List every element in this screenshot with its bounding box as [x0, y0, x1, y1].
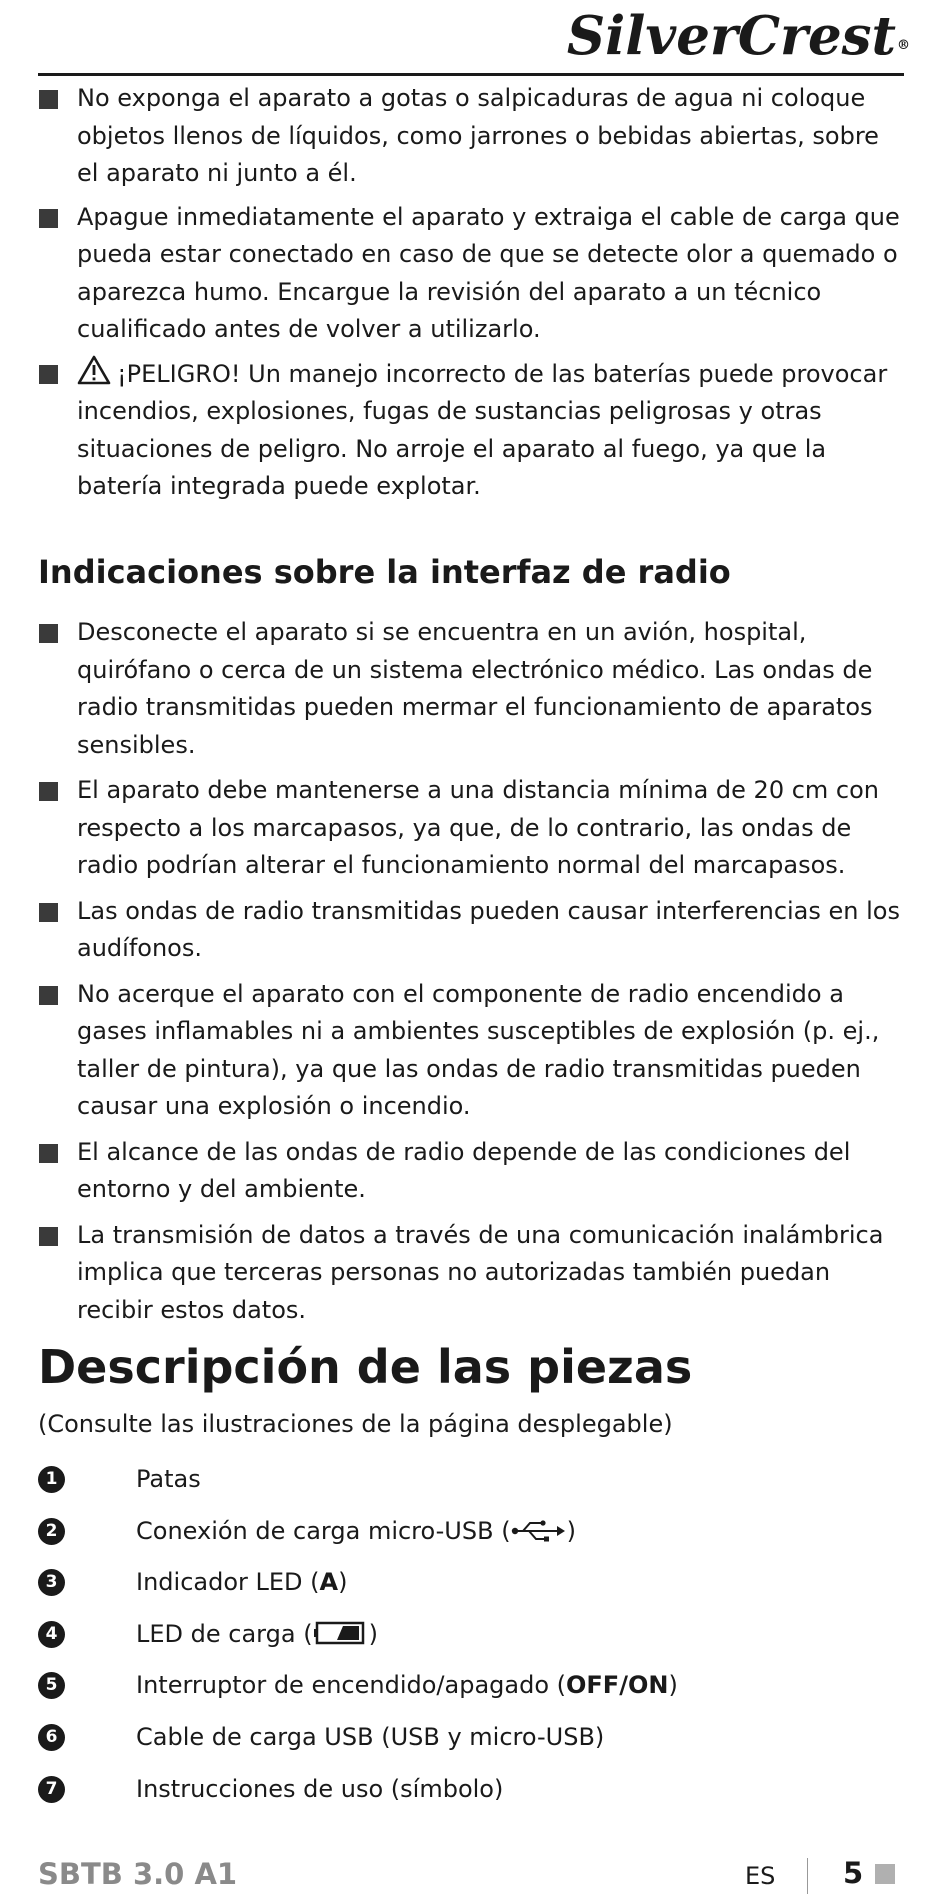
part-label: [136, 1513, 576, 1550]
bullet-square-icon: [39, 986, 58, 1005]
part-label: [136, 1771, 503, 1808]
battery-icon: [313, 1620, 369, 1646]
part-label: [136, 1667, 678, 1704]
list-item: [38, 355, 904, 506]
part-label-text: Indicador LED (: [136, 1568, 320, 1597]
part-label-text: Cable de carga USB (USB y micro-USB): [136, 1722, 605, 1751]
list-item: [38, 80, 904, 193]
brand-name: SilverCrest: [566, 5, 896, 67]
header-rule: [38, 73, 904, 76]
part-label-text: Conexión de carga micro-USB (: [136, 1516, 511, 1545]
bullet-square-icon: [39, 209, 58, 228]
list-item: [38, 893, 904, 968]
bullet-text: La transmisión de datos a través de una comunicación inalámbrica implica que terceras personas no autorizadas también puedan recibir estos datos.: [77, 1220, 884, 1324]
part-label-text: Interruptor de encendido/apagado (: [136, 1671, 566, 1700]
registered-mark: ®: [897, 38, 910, 53]
list-item: [38, 614, 904, 764]
radio-section-heading: Indicaciones sobre la interfaz de radio: [38, 553, 731, 591]
usb-icon: [511, 1519, 567, 1543]
part-label-suffix: ): [668, 1671, 678, 1700]
footer-language: ES: [745, 1862, 776, 1890]
part-label-text: LED de carga (: [136, 1619, 313, 1648]
part-number-badge: 5: [38, 1672, 65, 1699]
part-number-badge: 2: [38, 1518, 65, 1545]
radio-bullet-list: [38, 614, 904, 1329]
bullet-square-icon: [39, 365, 58, 384]
part-number-badge: 1: [38, 1466, 65, 1493]
bullet-square-icon: [39, 1144, 58, 1163]
bullet-text: El aparato debe mantenerse a una distancia mínima de 20 cm con respecto a los marcapasos, ya que, de lo contrario, las ondas de radio podrían alterar el funcionamiento normal del marcapasos.: [77, 776, 880, 879]
part-item: [38, 1616, 904, 1668]
part-item: [38, 1513, 904, 1565]
part-number-badge: 7: [38, 1776, 65, 1803]
bullet-text: ¡PELIGRO! Un manejo incorrecto de las baterías puede provocar incendios, explosiones, fugas de sustancias peligrosas y otras situaciones de peligro. No arroje el aparato al fuego, ya que la batería integrada puede explotar.: [77, 359, 888, 500]
list-item: [38, 199, 904, 349]
footer-divider: [807, 1858, 808, 1894]
bullet-text: El alcance de las ondas de radio depende de las condiciones del entorno y del ambiente.: [77, 1137, 851, 1203]
bullet-text: Las ondas de radio transmitidas pueden causar interferencias en los audífonos.: [77, 896, 900, 962]
part-label-code: A: [319, 1568, 339, 1597]
bullet-text: No exponga el aparato a gotas o salpicaduras de agua ni coloque objetos llenos de líquidos, como jarrones o bebidas abiertas, sobre el aparato ni junto a él.: [77, 84, 879, 187]
list-item: [38, 1217, 904, 1330]
bullet-text: No acerque el aparato con el componente de radio encendido a gases inflamables ni a ambientes susceptibles de explosión (p. ej., taller de pintura), ya que las ondas de radio transmitidas pueden causar una explosión o incendio.: [77, 979, 880, 1120]
part-label: [136, 1461, 201, 1498]
bullet-text: Desconecte el aparato si se encuentra en un avión, hospital, quirófano o cerca de un sistema electrónico médico. Las ondas de radio transmitidas pueden mermar el funcionamiento de aparatos sensibles.: [77, 618, 873, 759]
bullet-square-icon: [39, 90, 58, 109]
safety-bullet-list: [38, 80, 904, 506]
page-number: 5: [843, 1856, 864, 1890]
parts-section-heading: Descripción de las piezas: [38, 1340, 693, 1394]
bullet-square-icon: [39, 1227, 58, 1246]
part-item: [38, 1719, 904, 1771]
parts-list: [38, 1461, 904, 1822]
part-label-suffix: ): [338, 1568, 348, 1597]
part-item: [38, 1667, 904, 1719]
parts-intro: (Consulte las ilustraciones de la página desplegable): [38, 1410, 673, 1438]
part-label: [136, 1719, 604, 1756]
footer-square-icon: [875, 1864, 895, 1884]
part-label: [136, 1616, 378, 1653]
part-label-text: Instrucciones de uso (símbolo): [136, 1774, 504, 1803]
footer-model: SBTB 3.0 A1: [38, 1857, 238, 1891]
part-label-suffix: ): [566, 1516, 576, 1545]
part-number-badge: 6: [38, 1724, 65, 1751]
bullet-text: Apague inmediatamente el aparato y extraiga el cable de carga que pueda estar conectado en caso de que se detecte olor a quemado o aparezca humo. Encargue la revisión del aparato a un técnico cualificado antes de volver a utilizarlo.: [77, 202, 900, 343]
part-item: [38, 1461, 904, 1513]
part-label-code: OFF/ON: [566, 1671, 669, 1700]
bullet-square-icon: [39, 903, 58, 922]
list-item: [38, 976, 904, 1126]
part-item: [38, 1564, 904, 1616]
part-label: [136, 1564, 347, 1601]
warning-icon: [77, 355, 111, 385]
list-item: [38, 772, 904, 885]
list-item: [38, 1134, 904, 1209]
part-item: [38, 1771, 904, 1823]
bullet-square-icon: [39, 782, 58, 801]
bullet-square-icon: [39, 624, 58, 643]
part-number-badge: 4: [38, 1621, 65, 1648]
part-label-suffix: ): [368, 1619, 378, 1648]
part-number-badge: 3: [38, 1569, 65, 1596]
part-label-text: Patas: [136, 1465, 201, 1493]
brand-logo: [567, 6, 910, 66]
